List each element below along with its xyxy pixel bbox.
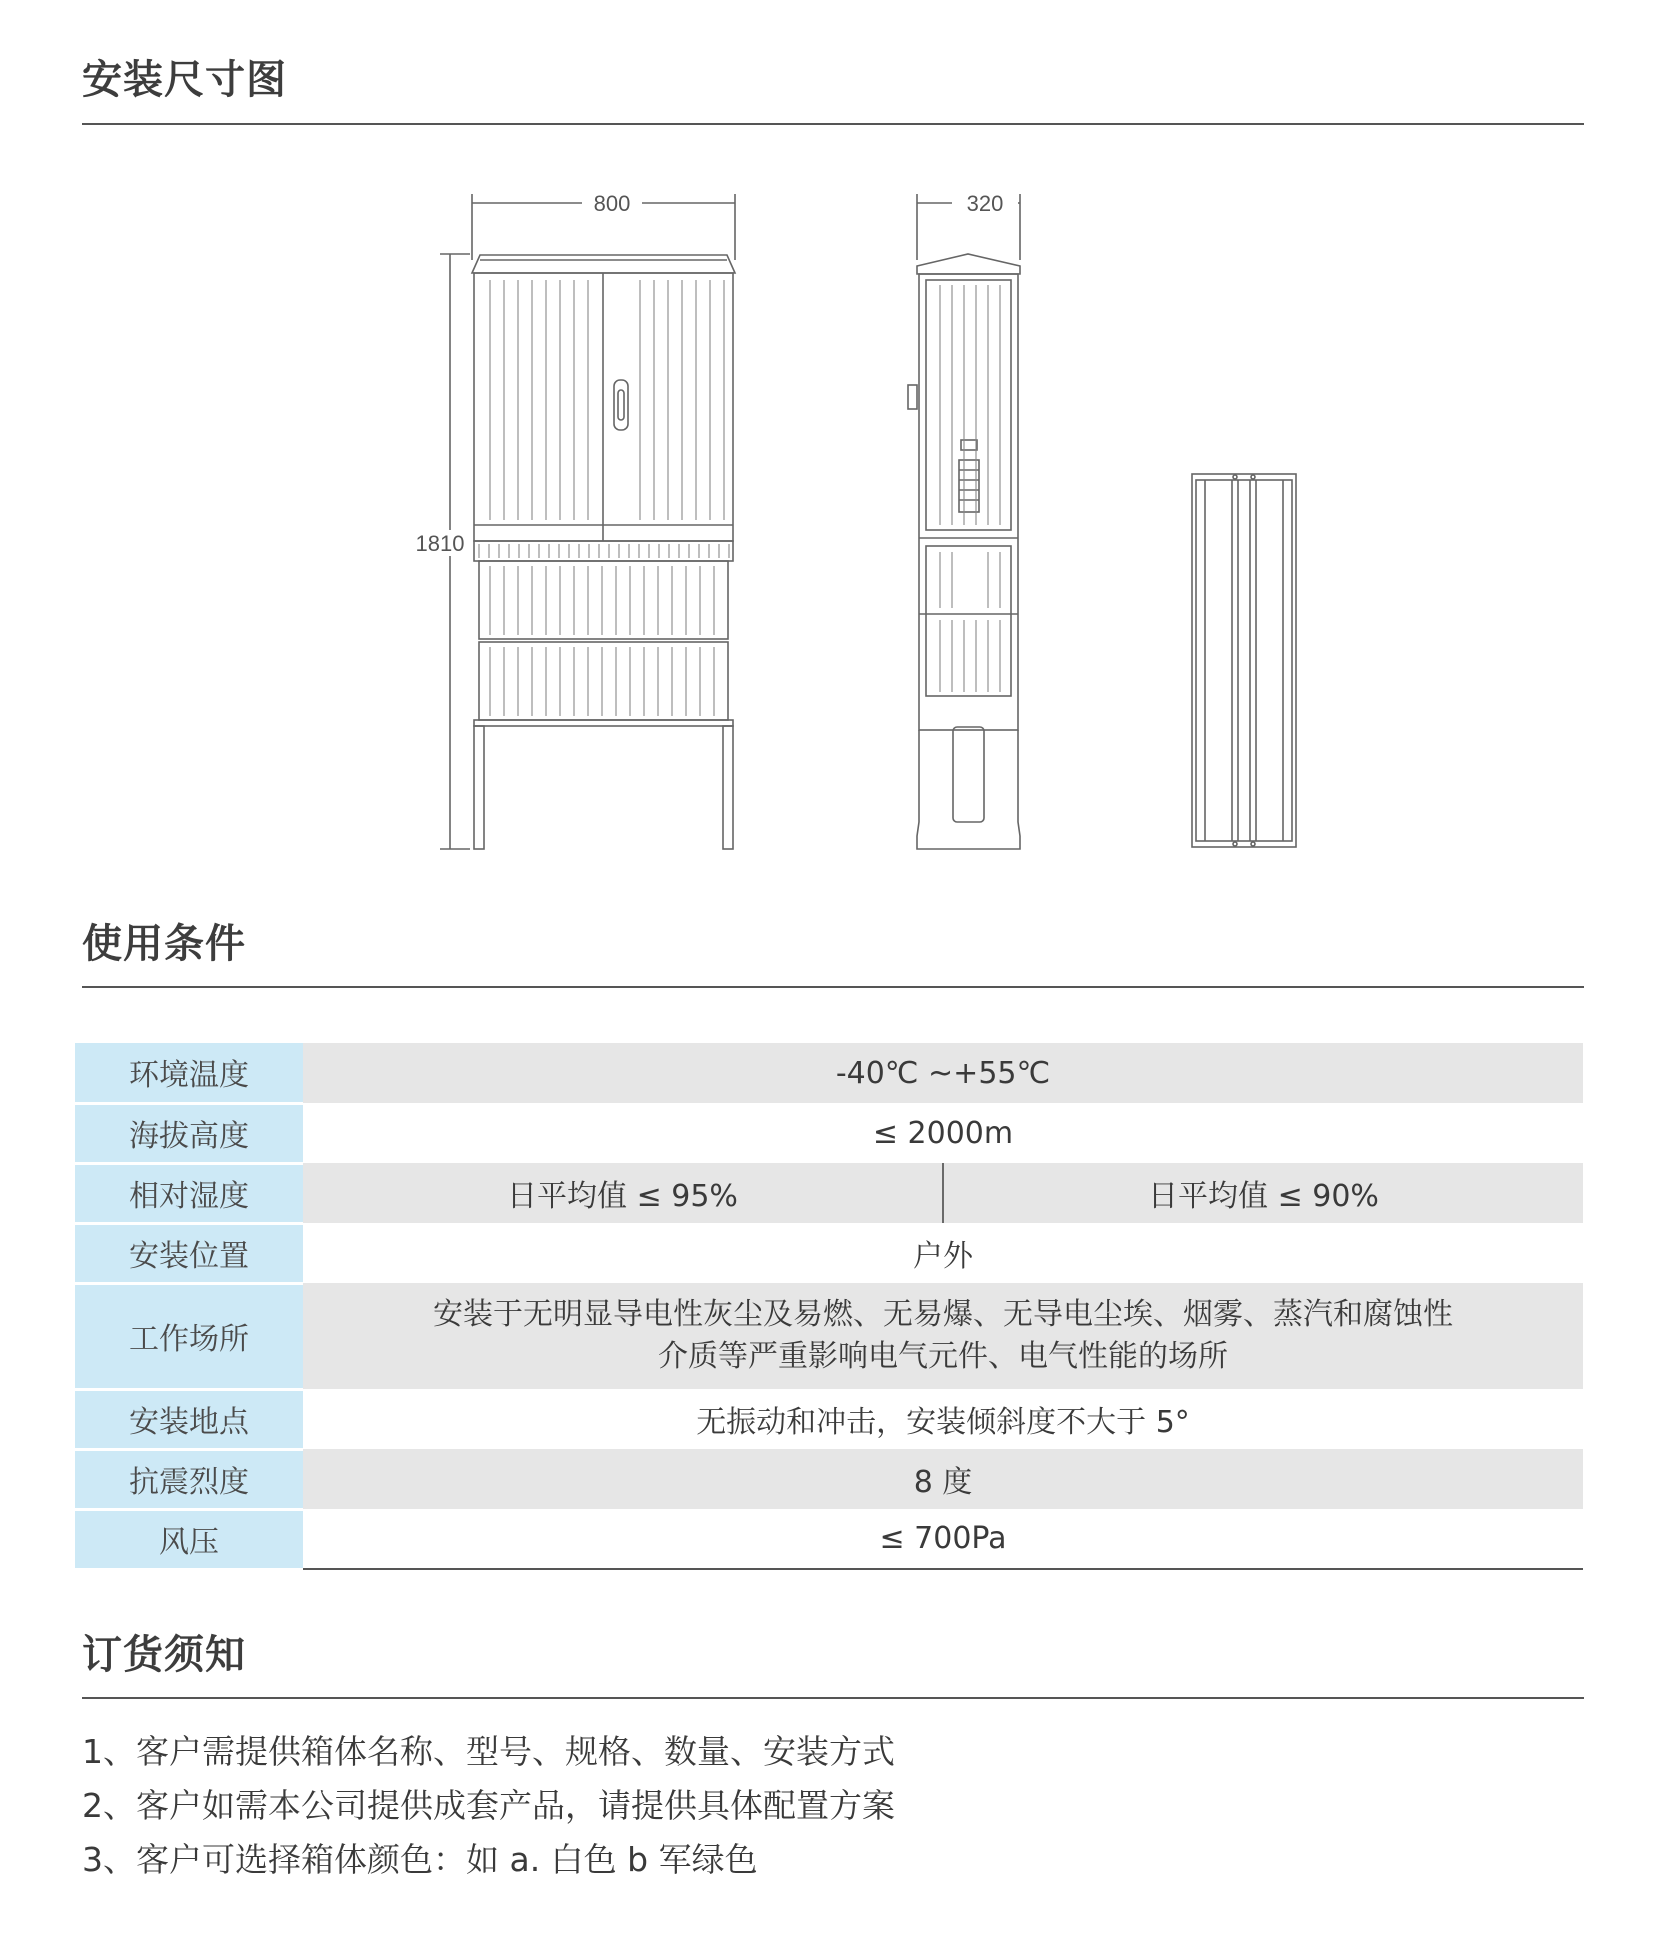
- condition-value: ≤ 2000m: [303, 1103, 1583, 1163]
- condition-label: 环境温度: [75, 1043, 303, 1103]
- usage-conditions-table: [75, 1043, 1583, 1571]
- width-dimension-label: 800: [593, 191, 631, 216]
- ordering-notes-list: [82, 1725, 895, 1887]
- table-row: [75, 1389, 1583, 1449]
- depth-dimension-label: 320: [966, 191, 1004, 216]
- condition-label: 海拔高度: [75, 1103, 303, 1163]
- condition-label: 抗震烈度: [75, 1449, 303, 1509]
- section-divider: [82, 1697, 1584, 1699]
- section-divider: [82, 123, 1584, 125]
- table-row: [75, 1103, 1583, 1163]
- condition-value-line: 安装于无明显导电性灰尘及易燃、无易爆、无导电尘埃、烟雾、蒸汽和腐蚀性: [433, 1297, 1453, 1332]
- height-dimension-label: 1810: [415, 531, 465, 556]
- table-row: [75, 1043, 1583, 1103]
- condition-value: [303, 1283, 1583, 1389]
- condition-value: 户外: [303, 1223, 1583, 1283]
- conditions-section-title: 使用条件: [82, 921, 246, 967]
- condition-label: 安装地点: [75, 1389, 303, 1449]
- table-row: [75, 1509, 1583, 1569]
- condition-value-right: 日平均值 ≤ 90%: [943, 1163, 1583, 1223]
- condition-value: 无振动和冲击，安装倾斜度不大于 5°: [303, 1389, 1583, 1449]
- condition-value: 8 度: [303, 1449, 1583, 1509]
- condition-label: 工作场所: [75, 1283, 303, 1389]
- condition-value: ≤ 700Pa: [303, 1509, 1583, 1569]
- top-view: [1192, 474, 1296, 847]
- list-item: 3、客户可选择箱体颜色：如 a. 白色 b 军绿色: [82, 1840, 758, 1879]
- condition-value-line: 介质等严重影响电气元件、电气性能的场所: [658, 1339, 1228, 1374]
- table-row: [75, 1283, 1583, 1389]
- table-row: [75, 1223, 1583, 1283]
- condition-label: 相对湿度: [75, 1163, 303, 1223]
- list-item: 2、客户如需本公司提供成套产品，请提供具体配置方案: [82, 1786, 895, 1825]
- condition-label: 风压: [75, 1509, 303, 1569]
- install-section-title: 安装尺寸图: [82, 57, 287, 103]
- section-divider: [82, 986, 1584, 988]
- list-item: 1、客户需提供箱体名称、型号、规格、数量、安装方式: [82, 1732, 895, 1771]
- ordering-section-title: 订货须知: [82, 1632, 246, 1678]
- table-row: [75, 1163, 1583, 1223]
- condition-value-left: 日平均值 ≤ 95%: [303, 1163, 943, 1223]
- cabinet-dimension-drawing: [400, 180, 1320, 860]
- condition-value: -40℃ ~+55℃: [303, 1043, 1583, 1103]
- table-row: [75, 1449, 1583, 1509]
- condition-label: 安装位置: [75, 1223, 303, 1283]
